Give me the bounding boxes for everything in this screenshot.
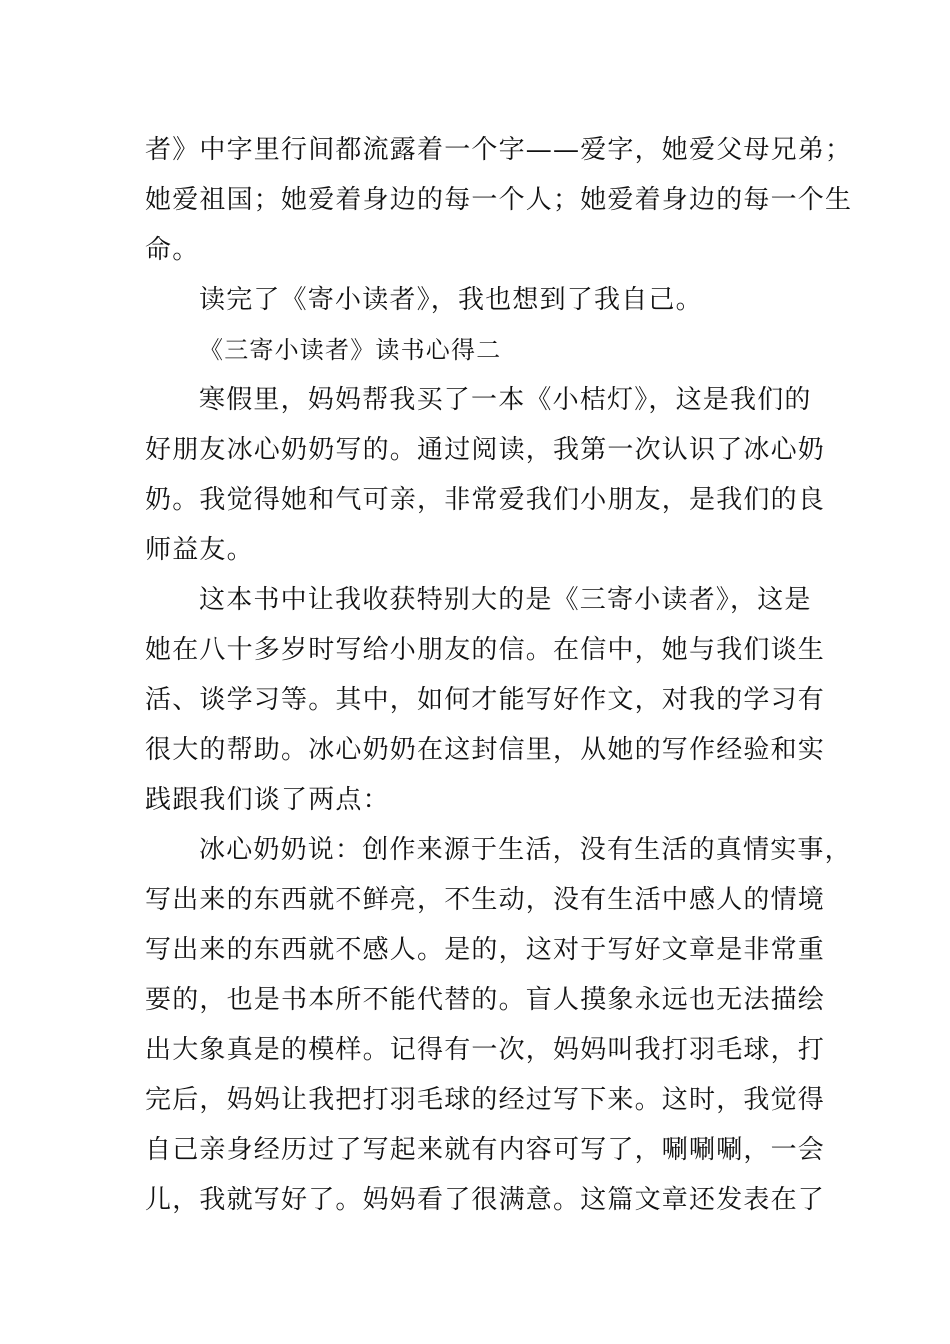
- text-line: 她在八十多岁时写给小朋友的信。在信中，她与我们谈生: [145, 635, 826, 665]
- text-line: 写出来的东西就不感人。是的，这对于写好文章是非常重: [145, 935, 826, 965]
- text-line: 她爱祖国；她爱着身边的每一个人；她爱着身边的每一个生: [145, 185, 853, 215]
- text-line: 儿，我就写好了。妈妈看了很满意。这篇文章还发表在了: [145, 1185, 826, 1215]
- text-line: 很大的帮助。冰心奶奶在这封信里，从她的写作经验和实: [145, 735, 826, 765]
- text-line: 完后，妈妈让我把打羽毛球的经过写下来。这时，我觉得: [145, 1085, 826, 1115]
- text-line: 读完了《寄小读者》，我也想到了我自己。: [199, 285, 703, 315]
- text-line: 命。: [145, 235, 200, 265]
- text-line: 者》中字里行间都流露着一个字——爱字，她爱父母兄弟；: [145, 135, 853, 165]
- text-line: 出大象真是的模样。记得有一次，妈妈叫我打羽毛球，打: [145, 1035, 826, 1065]
- text-line: 好朋友冰心奶奶写的。通过阅读，我第一次认识了冰心奶: [145, 435, 826, 465]
- text-line: 师益友。: [145, 535, 254, 565]
- text-line: 这本书中让我收获特别大的是《三寄小读者》，这是: [199, 585, 812, 615]
- text-line: 写出来的东西就不鲜亮，不生动，没有生活中感人的情境: [145, 885, 826, 915]
- text-line: 活、谈学习等。其中，如何才能写好作文，对我的学习有: [145, 685, 826, 715]
- text-line: 践跟我们谈了两点：: [145, 785, 390, 815]
- text-line: 自己亲身经历过了写起来就有内容可写了，唰唰唰，一会: [145, 1135, 826, 1165]
- section-title: 《三寄小读者》读书心得二: [199, 336, 502, 364]
- text-line: 寒假里，妈妈帮我买了一本《小桔灯》，这是我们的: [199, 385, 812, 415]
- text-line: 冰心奶奶说：创作来源于生活，没有生活的真情实事，: [199, 835, 852, 865]
- text-line: 奶。我觉得她和气可亲，非常爱我们小朋友，是我们的良: [145, 485, 826, 515]
- text-line: 要的，也是书本所不能代替的。盲人摸象永远也无法描绘: [145, 985, 826, 1015]
